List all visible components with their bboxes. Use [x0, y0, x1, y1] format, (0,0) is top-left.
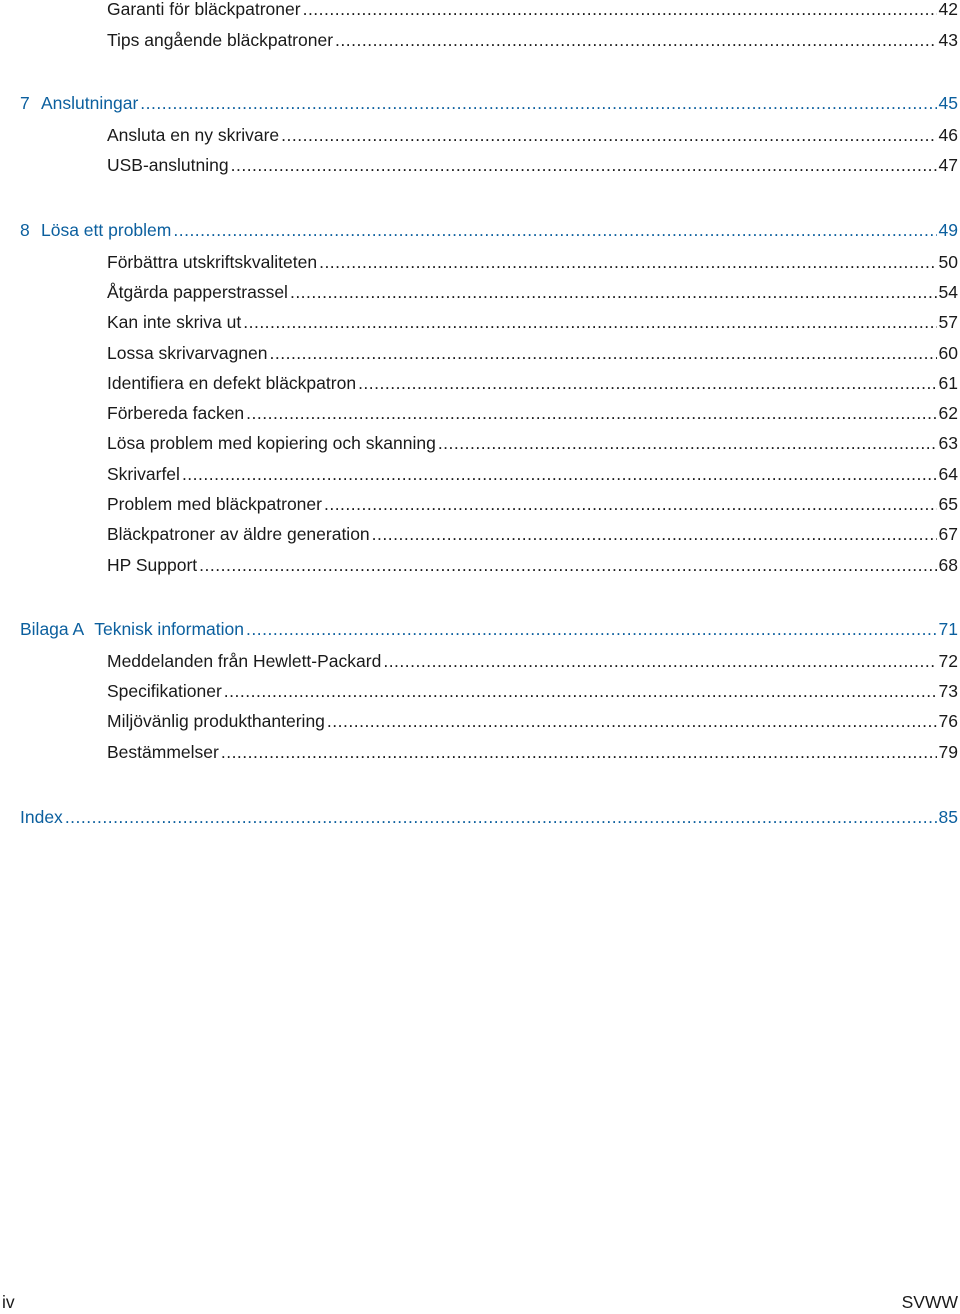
dot-leader	[199, 553, 936, 577]
dot-leader	[324, 492, 937, 516]
dot-leader	[221, 740, 937, 764]
dot-leader	[383, 649, 936, 673]
toc-chapter-8[interactable]	[20, 218, 958, 242]
toc-entry-title: Förbättra utskriftskvaliteten	[107, 252, 318, 272]
toc-entry[interactable]	[107, 553, 958, 577]
dot-leader	[224, 679, 937, 703]
chapter-number: 8	[20, 220, 30, 240]
toc-chapter-page: 49	[938, 220, 958, 240]
footer-doc-code: SVWW	[901, 1292, 958, 1312]
chapter-title: Lösa ett problem	[41, 220, 172, 240]
toc-index-page: 85	[938, 807, 958, 827]
toc-entry-title: Tips angående bläckpatroner	[107, 30, 334, 50]
toc-entry-page: 47	[938, 155, 958, 175]
toc-appendix-a[interactable]	[20, 617, 958, 641]
toc-entry-page: 57	[938, 312, 958, 332]
dot-leader	[327, 709, 937, 733]
toc-entry-page: 67	[938, 524, 958, 544]
toc-entry[interactable]	[107, 679, 958, 703]
toc-entry[interactable]	[107, 0, 958, 21]
toc-entry-title: Meddelanden från Hewlett-Packard	[107, 651, 382, 671]
toc-entry[interactable]	[107, 153, 958, 177]
toc-entry-title: Skrivarfel	[107, 464, 180, 484]
dot-leader	[438, 431, 937, 455]
toc-chapter-7[interactable]	[20, 91, 958, 115]
toc-index-title: Index	[20, 807, 63, 827]
dot-leader	[358, 371, 936, 395]
toc-entry[interactable]	[107, 740, 958, 764]
dot-leader	[243, 310, 936, 334]
toc-entry-title: Åtgärda papperstrassel	[107, 282, 288, 302]
toc-chapter-title	[20, 91, 140, 115]
toc-entry-title: HP Support	[107, 555, 198, 575]
toc-entry[interactable]	[107, 341, 958, 365]
toc-entry-title: Bestämmelser	[107, 742, 219, 762]
toc-entry-title: Lösa problem med kopiering och skanning	[107, 433, 436, 453]
toc-entry[interactable]	[107, 492, 958, 516]
toc-entry[interactable]	[107, 28, 958, 52]
toc-entry-title: Kan inte skriva ut	[107, 312, 242, 332]
toc-entry[interactable]	[107, 371, 958, 395]
toc-entry-page: 65	[938, 494, 958, 514]
toc-entry-title: USB-anslutning	[107, 155, 229, 175]
dot-leader	[335, 28, 937, 52]
toc-entry-page: 79	[938, 742, 958, 762]
footer-page-number: iv	[2, 1292, 15, 1312]
toc-entry-title: Förbereda facken	[107, 403, 245, 423]
toc-entry-page: 50	[938, 252, 958, 272]
chapter-title: Anslutningar	[41, 93, 139, 113]
toc-entry-title: Lossa skrivarvagnen	[107, 343, 268, 363]
toc-entry-page: 76	[938, 711, 958, 731]
toc-entry[interactable]	[107, 310, 958, 334]
toc-entry-page: 72	[938, 651, 958, 671]
dot-leader	[303, 0, 937, 21]
dot-leader	[281, 123, 936, 147]
toc-entry-page: 61	[938, 373, 958, 393]
toc-entry-title: Bläckpatroner av äldre generation	[107, 524, 370, 544]
toc-entry-page: 73	[938, 681, 958, 701]
dot-leader	[246, 617, 937, 641]
toc-entry-page: 60	[938, 343, 958, 363]
toc-chapter-page: 71	[938, 619, 958, 639]
toc-entry-page: 62	[938, 403, 958, 423]
toc-index[interactable]	[20, 805, 958, 829]
toc-chapter-page: 45	[938, 93, 958, 113]
toc-entry[interactable]	[107, 462, 958, 486]
dot-leader	[182, 462, 937, 486]
appendix-label: Bilaga A	[20, 619, 85, 639]
dot-leader	[173, 218, 936, 242]
toc-entry[interactable]	[107, 649, 958, 673]
chapter-number: 7	[20, 93, 30, 113]
toc-entry-title: Problem med bläckpatroner	[107, 494, 322, 514]
toc-entry[interactable]	[107, 401, 958, 425]
toc-entry-title: Garanti för bläckpatroner	[107, 0, 301, 19]
toc-entry[interactable]	[107, 123, 958, 147]
dot-leader	[270, 341, 937, 365]
toc-entry[interactable]	[107, 280, 958, 304]
toc-entry-page: 64	[938, 464, 958, 484]
toc-entry-title: Miljövänlig produkthantering	[107, 711, 325, 731]
toc-entry[interactable]	[107, 431, 958, 455]
dot-leader	[65, 805, 937, 829]
toc-entry[interactable]	[107, 522, 958, 546]
toc-entry-page: 43	[938, 30, 958, 50]
toc-entry-title: Identifiera en defekt bläckpatron	[107, 373, 357, 393]
toc-entry-page: 68	[938, 555, 958, 575]
toc-entry[interactable]	[107, 709, 958, 733]
toc-entry-title: Specifikationer	[107, 681, 222, 701]
toc-chapter-title	[20, 617, 246, 641]
toc-entry-page: 63	[938, 433, 958, 453]
appendix-title: Teknisk information	[94, 619, 245, 639]
toc-entry-page: 42	[938, 0, 958, 19]
dot-leader	[372, 522, 937, 546]
dot-leader	[231, 153, 937, 177]
toc-chapter-title	[20, 218, 173, 242]
dot-leader	[246, 401, 936, 425]
toc-entry-page: 46	[938, 125, 958, 145]
dot-leader	[140, 91, 936, 115]
toc-entry-page: 54	[938, 282, 958, 302]
dot-leader	[290, 280, 937, 304]
dot-leader	[319, 250, 936, 274]
toc-entry-title: Ansluta en ny skrivare	[107, 125, 280, 145]
toc-entry[interactable]	[107, 250, 958, 274]
